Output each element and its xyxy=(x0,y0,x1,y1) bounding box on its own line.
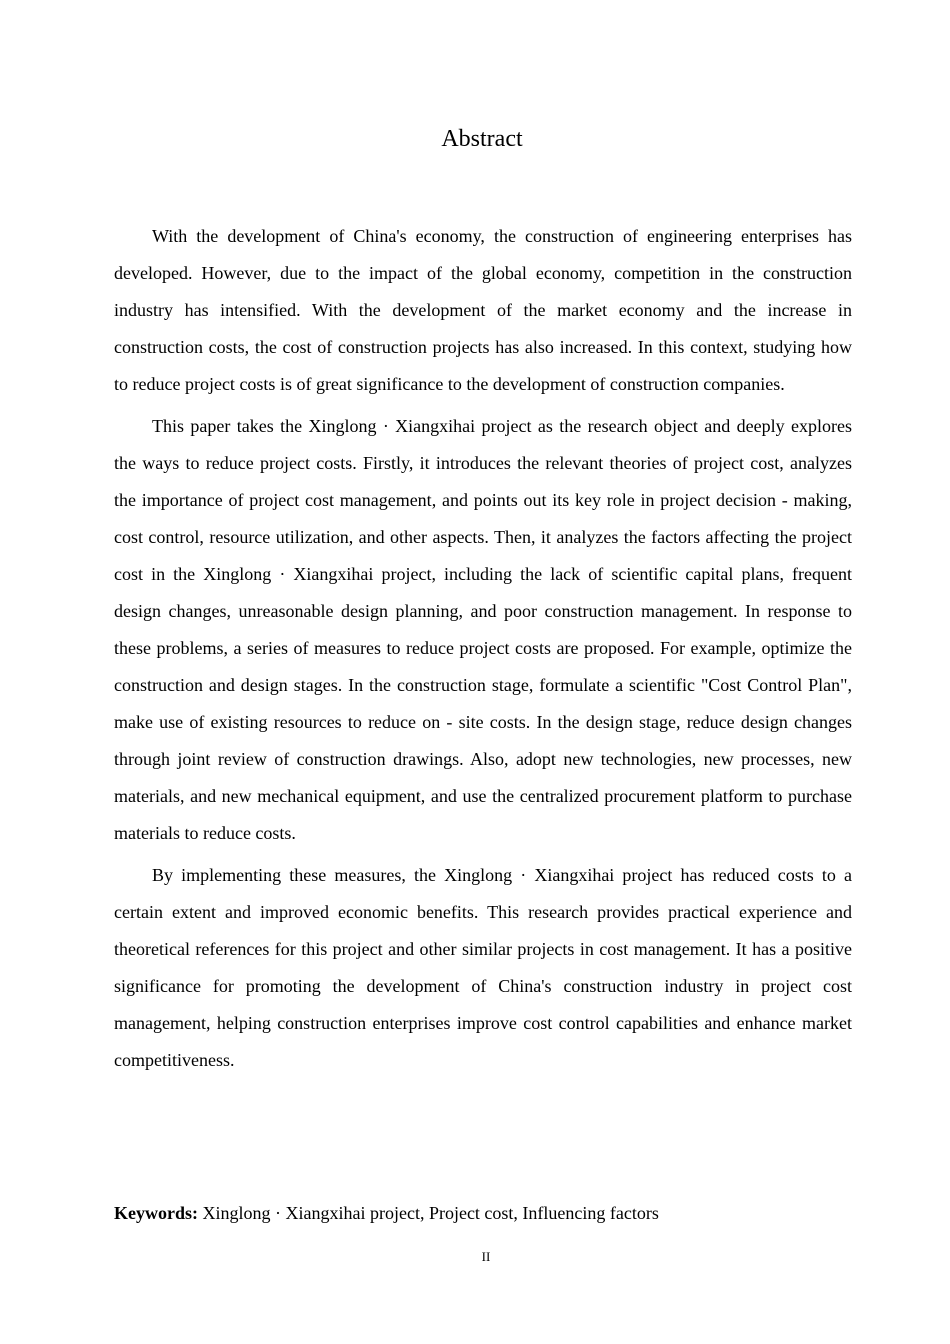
keywords-label: Keywords: xyxy=(114,1203,198,1223)
abstract-title: Abstract xyxy=(441,126,523,152)
abstract-paragraph-1: With the development of China's economy, the construction of engineering enterprises has developed. However, due to the impact of the global economy, competition in the construction industry has intensified. With the development of the market economy and the increase in construction costs, the cost of construction projects has also increased. In this context, studying how to reduce project costs is of great significance to the development of construction companies. xyxy=(114,226,852,394)
abstract-paragraph-2: This paper takes the Xinglong · Xiangxihai project as the research object and deeply explores the ways to reduce project costs. Firstly, it introduces the relevant theories of project cost, analyzes the importance of project cost management, and points out its key role in project decision - making, cost control, resource utilization, and other aspects. Then, it analyzes the factors affecting the project cost in the Xinglong · Xiangxihai project, including the lack of scientific capital plans, frequent design changes, unreasonable design planning, and poor construction management. In response to these problems, a series of measures to reduce project costs are proposed. For example, optimize the construction and design stages. In the construction stage, formulate a scientific "Cost Control Plan", make use of existing resources to reduce on - site costs. In the design stage, reduce design changes through joint review of construction drawings. Also, adopt new technologies, new processes, new materials, and new mechanical equipment, and use the centralized procurement platform to purchase materials to reduce costs. xyxy=(114,416,852,843)
keywords-line xyxy=(114,1198,852,1228)
page-number: II xyxy=(481,1249,491,1264)
abstract-body xyxy=(114,218,852,1084)
keywords-value: Xinglong · Xiangxihai project, Project cost, Influencing factors xyxy=(202,1203,659,1223)
abstract-paragraph-3: By implementing these measures, the Xinglong · Xiangxihai project has reduced costs to a certain extent and improved economic benefits. This research provides practical experience and theoretical references for this project and other similar projects in cost management. It has a positive significance for promoting the development of China's construction industry in project cost management, helping construction enterprises improve cost control capabilities and enhance market competitiveness. xyxy=(114,865,852,1070)
